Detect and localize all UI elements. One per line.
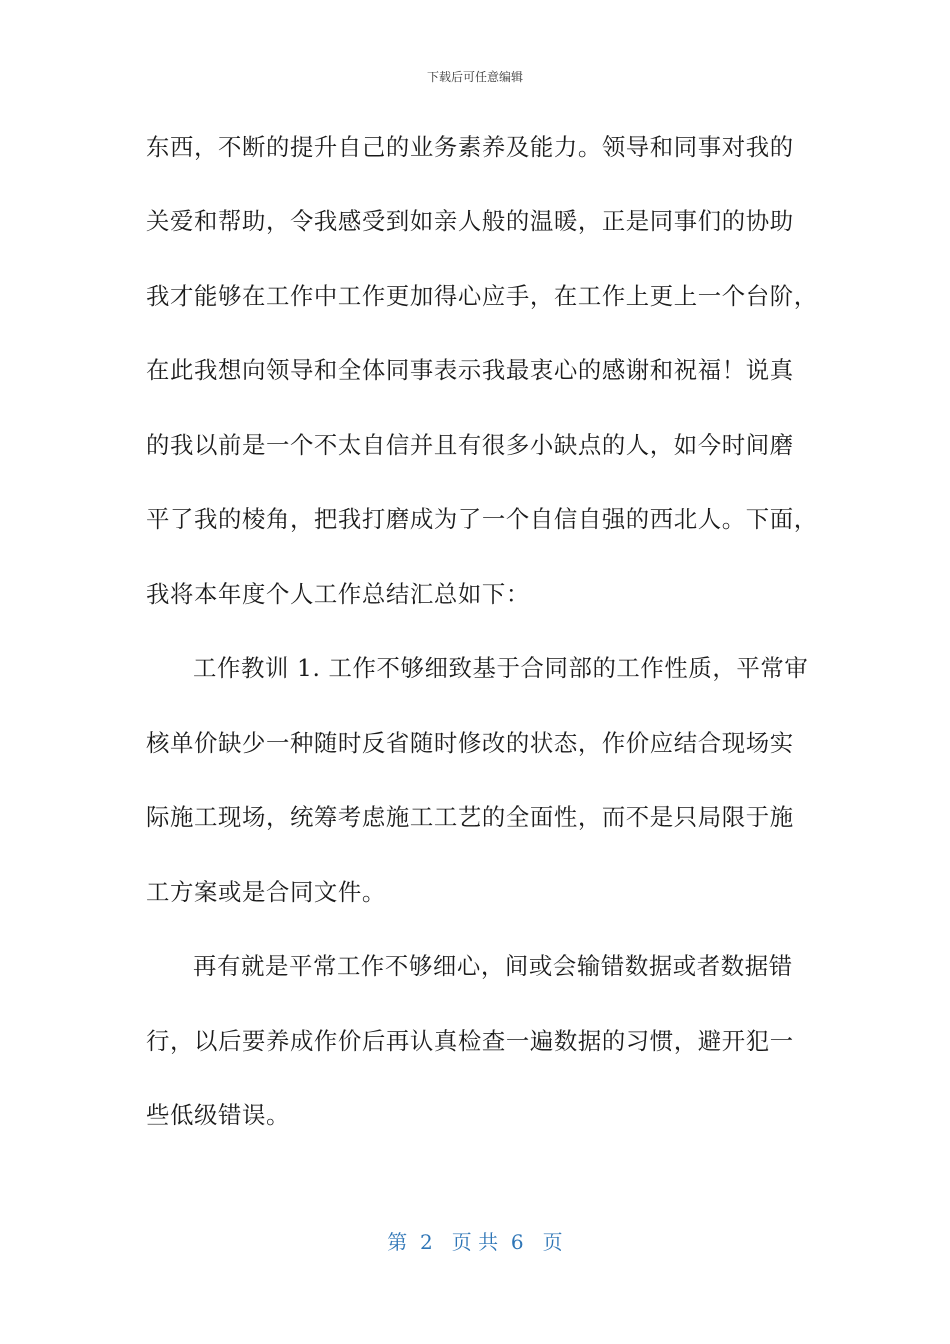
text-line: 平了我的棱角，把我打磨成为了一个自信自强的西北人。下面， <box>146 505 818 533</box>
text-line: 核单价缺少一种随时反省随时修改的状态，作价应结合现场实 <box>146 729 794 757</box>
text-line: 工方案或是合同文件。 <box>146 878 386 906</box>
text-line: 的我以前是一个不太自信并且有很多小缺点的人，如今时间磨 <box>146 431 794 459</box>
text-line: 我才能够在工作中工作更加得心应手，在工作上更上一个台阶， <box>146 282 818 310</box>
text-line: 行，以后要养成作价后再认真检查一遍数据的习惯，避开犯一 <box>146 1027 794 1055</box>
text-line: 我将本年度个人工作总结汇总如下： <box>146 580 530 608</box>
header-note: 下载后可任意编辑 <box>426 70 523 84</box>
text-line: 些低级错误。 <box>146 1101 290 1129</box>
text-line: 东西，不断的提升自己的业务素养及能力。领导和同事对我的 <box>146 133 794 161</box>
text-line: 工作教训 1. 工作不够细致基于合同部的工作性质，平常审 <box>193 654 809 682</box>
page-number: 第 2 页 共 6 页 <box>387 1230 563 1254</box>
text-line: 际施工现场，统筹考虑施工工艺的全面性，而不是只局限于施 <box>146 803 794 831</box>
text-line: 关爱和帮助，令我感受到如亲人般的温暖，正是同事们的协助 <box>146 207 794 235</box>
text-line: 在此我想向领导和全体同事表示我最衷心的感谢和祝福！说真 <box>146 356 794 384</box>
text-line: 再有就是平常工作不够细心，间或会输错数据或者数据错 <box>193 952 793 980</box>
